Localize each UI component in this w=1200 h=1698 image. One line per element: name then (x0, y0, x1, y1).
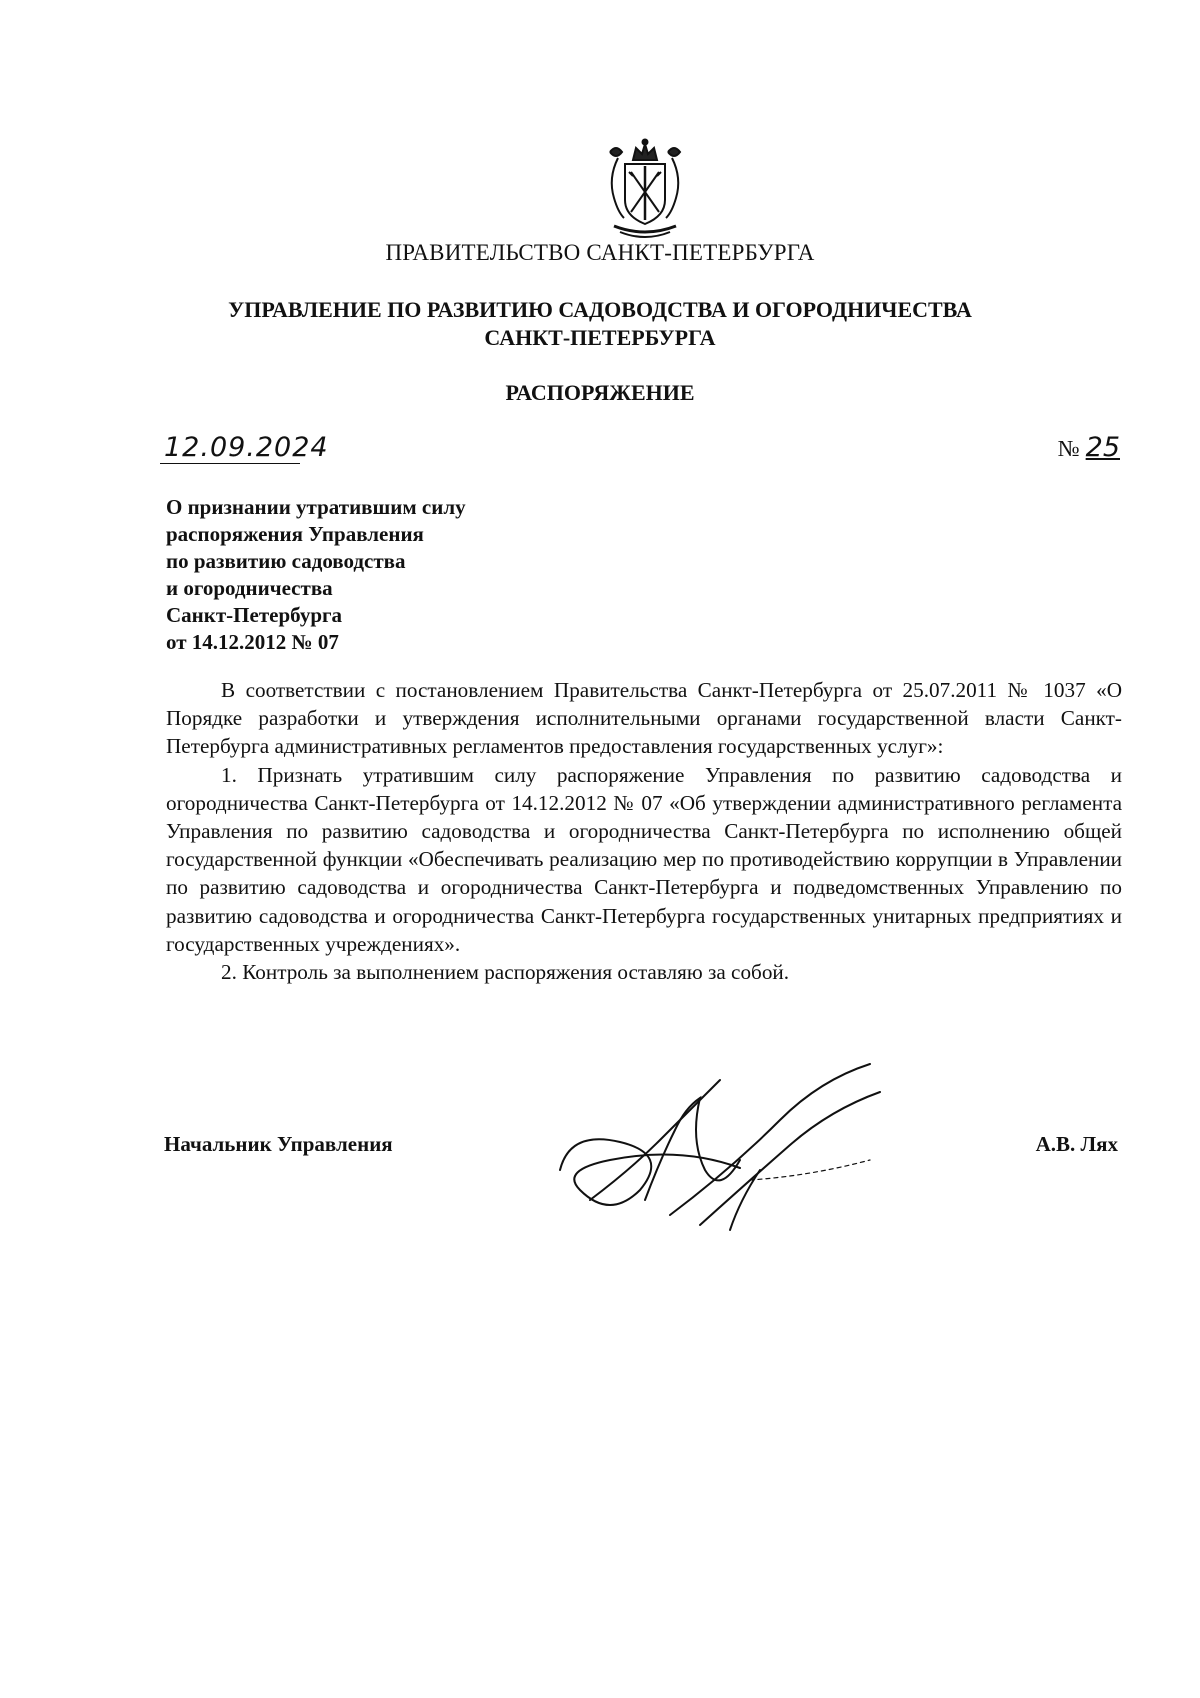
number-label: № (1057, 436, 1080, 461)
document-number (1058, 432, 1120, 463)
coat-of-arms-icon (600, 138, 690, 242)
government-title: ПРАВИТЕЛЬСТВО САНКТ-ПЕТЕРБУРГА (385, 240, 815, 265)
date-underline (160, 463, 300, 464)
department-title-line-2: САНКТ-ПЕТЕРБУРГА (484, 325, 716, 350)
document-subject (166, 494, 586, 656)
handwritten-signature (550, 1050, 950, 1240)
department-title (0, 296, 1200, 352)
subject-line: распоряжения Управления (166, 522, 424, 546)
signatory-name: А.В. Лях (1035, 1132, 1118, 1156)
body-paragraph: 2. Контроль за выполнением распоряжения оставляю за собой. (221, 960, 790, 985)
subject-line: от 14.12.2012 № 07 (166, 630, 339, 654)
number-value: 25 (1085, 432, 1120, 463)
document-date: 12.09.2024 (164, 432, 329, 463)
subject-line: О признании утратившим силу (166, 495, 466, 519)
signatory-role: Начальник Управления (164, 1132, 393, 1156)
subject-line: Санкт-Петербурга (166, 603, 343, 627)
body-paragraph: В соответствии с постановлением Правительства Санкт-Петербурга от 25.07.2011 № 1037 «О Порядке разработки и утверждения исполнительными органами государственной власти Санкт-Петербурга административных регламентов предоставления государственных услуг»: (166, 678, 1122, 759)
document-type: РАСПОРЯЖЕНИЕ (505, 380, 695, 405)
subject-line: по развитию садоводства (166, 549, 406, 573)
body-paragraph: 1. Признать утратившим силу распоряжение Управления по развитию садоводства и огородничества Санкт-Петербурга от 14.12.2012 № 07 «Об утверждении административного регламента Управления по развитию садоводства и огородничества Санкт-Петербурга по исполнению общей государственной функции «Обеспечивать реализацию мер по противодействию коррупции в Управлении по развитию садоводства и огородничества Санкт-Петербурга и подведомственных Управлению по развитию садоводства и огородничества Санкт-Петербурга государственных унитарных предприятиях и государственных учреждениях». (166, 762, 1122, 956)
document-body (166, 676, 1122, 986)
department-title-line-1: УПРАВЛЕНИЕ ПО РАЗВИТИЮ САДОВОДСТВА И ОГОРОДНИЧЕСТВА (228, 297, 972, 322)
subject-line: и огородничества (166, 576, 333, 600)
